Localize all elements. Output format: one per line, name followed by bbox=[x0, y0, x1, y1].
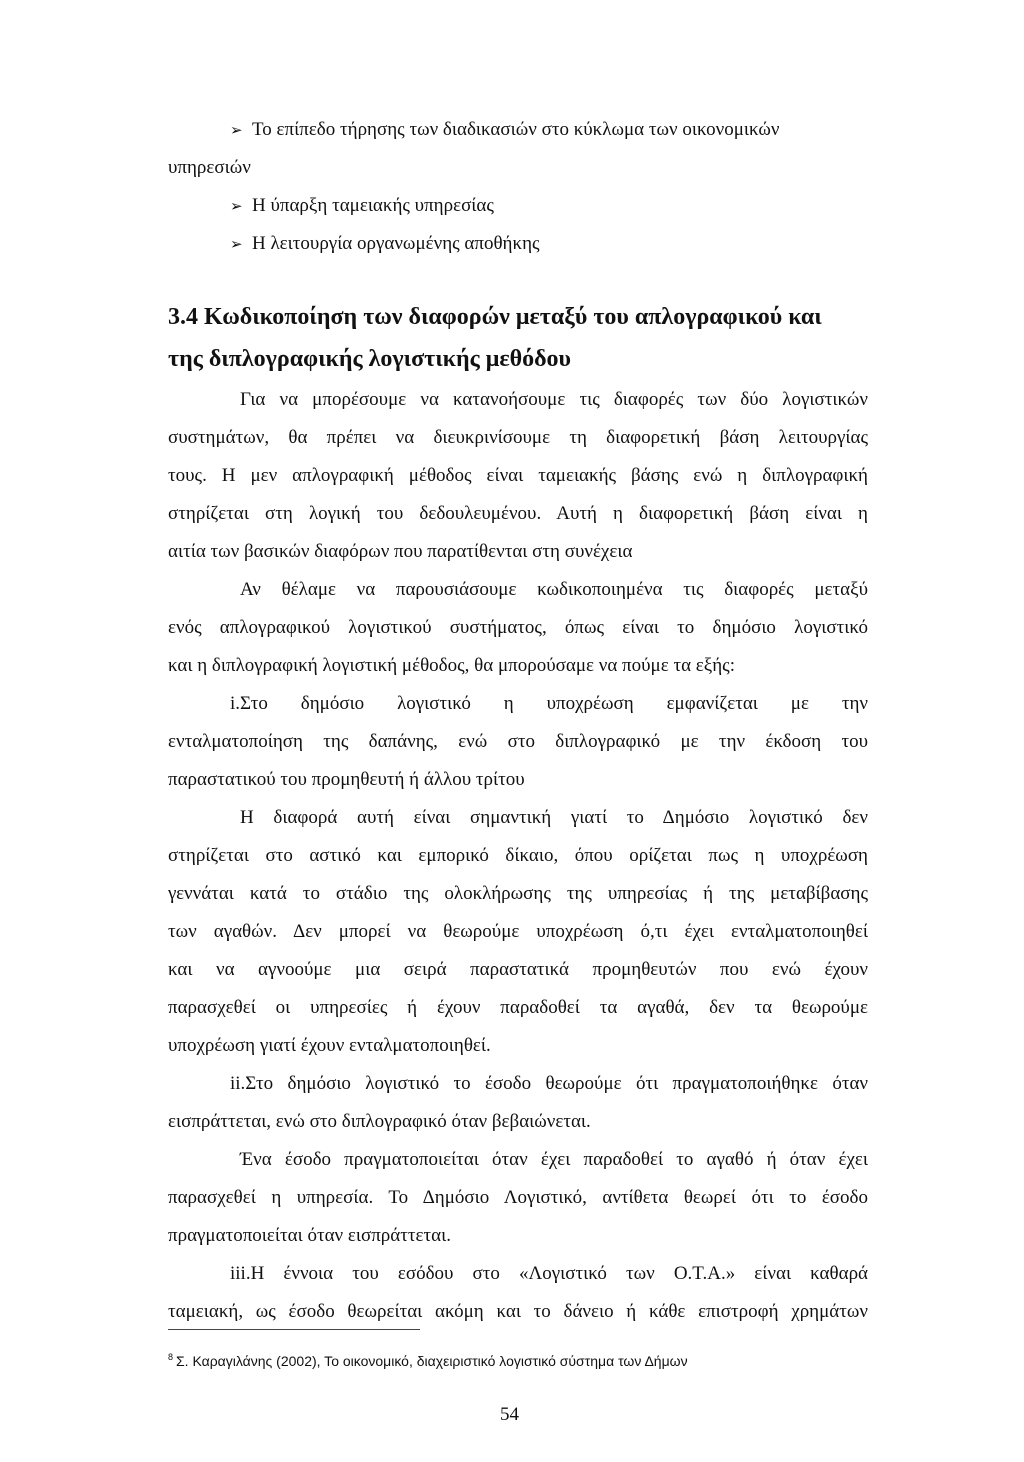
paragraph-3-line-2: ενταλματοποίηση της δαπάνης, ενώ στο διπλογραφικό με την έκδοση του bbox=[168, 731, 868, 752]
bullet-item-1 bbox=[230, 118, 780, 142]
bullet-item-2-text: Η ύπαρξη ταμειακής υπηρεσίας bbox=[252, 195, 494, 216]
paragraph-4-line-3: γεννάται κατά το στάδιο της ολοκλήρωσης της υπηρεσίας ή της μεταβίβασης bbox=[168, 883, 868, 904]
footnote bbox=[168, 1348, 688, 1370]
paragraph-5-line-2: εισπράττεται, ενώ στο διπλογραφικό όταν βεβαιώνεται. bbox=[168, 1111, 591, 1132]
paragraph-4-line-2: στηρίζεται στο αστικό και εμπορικό δίκαιο, όπου ορίζεται πως η υποχρέωση bbox=[168, 845, 868, 866]
paragraph-3-line-3: παραστατικού του προμηθευτή ή άλλου τρίτου bbox=[168, 769, 525, 790]
arrow-bullet-icon: ➢ bbox=[230, 197, 243, 215]
paragraph-1-line-5: αιτία των βασικών διαφόρων που παρατίθενται στη συνέχεια bbox=[168, 541, 633, 562]
paragraph-3-line-1: i.Στο δημόσιο λογιστικό η υποχρέωση εμφανίζεται με την bbox=[230, 693, 868, 714]
footnote-separator bbox=[168, 1329, 420, 1330]
paragraph-4-line-5: και να αγνοούμε μια σειρά παραστατικά προμηθευτών που ενώ έχουν bbox=[168, 959, 868, 980]
paragraph-7-line-2: ταμειακή, ως έσοδο θεωρείται ακόμη και το δάνειο ή κάθε επιστροφή χρημάτων bbox=[168, 1301, 868, 1322]
paragraph-5-line-1: ii.Στο δημόσιο λογιστικό το έσοδο θεωρούμε ότι πραγματοποιήθηκε όταν bbox=[230, 1073, 868, 1094]
paragraph-2-line-2: ενός απλογραφικού λογιστικού συστήματος, όπως είναι το δημόσιο λογιστικό bbox=[168, 617, 868, 638]
page-number: 54 bbox=[500, 1404, 519, 1425]
bullet-item-2 bbox=[230, 194, 494, 218]
bullet-item-1-continuation: υπηρεσιών bbox=[168, 157, 251, 178]
paragraph-2-line-3: και η διπλογραφική λογιστική μέθοδος, θα μπορούσαμε να πούμε τα εξής: bbox=[168, 655, 735, 676]
paragraph-7-line-1: iii.Η έννοια του εσόδου στο «Λογιστικό των Ο.Τ.Α.» είναι καθαρά bbox=[230, 1263, 868, 1284]
paragraph-6-line-1: Ένα έσοδο πραγματοποιείται όταν έχει παραδοθεί το αγαθό ή όταν έχει bbox=[240, 1149, 868, 1170]
footnote-marker: 8 bbox=[168, 1352, 174, 1362]
arrow-bullet-icon: ➢ bbox=[230, 235, 243, 253]
arrow-bullet-icon: ➢ bbox=[230, 121, 243, 139]
paragraph-4-line-7: υποχρέωση γιατί έχουν ενταλματοποιηθεί. bbox=[168, 1035, 491, 1056]
paragraph-1-line-4: στηρίζεται στη λογική του δεδουλευμένου. Αυτή η διαφορετική βάση είναι η bbox=[168, 503, 868, 524]
paragraph-4-line-4: των αγαθών. Δεν μπορεί να θεωρούμε υποχρέωση ό,τι έχει ενταλματοποιηθεί bbox=[168, 921, 868, 942]
paragraph-4-line-6: παρασχεθεί οι υπηρεσίες ή έχουν παραδοθεί τα αγαθά, δεν τα θεωρούμε bbox=[168, 997, 868, 1018]
bullet-item-3-text: Η λειτουργία οργανωμένης αποθήκης bbox=[252, 233, 540, 254]
paragraph-6-line-3: πραγματοποιείται όταν εισπράττεται. bbox=[168, 1225, 451, 1246]
paragraph-1-line-3: τους. Η μεν απλογραφική μέθοδος είναι ταμειακής βάσης ενώ η διπλογραφική bbox=[168, 465, 868, 486]
paragraph-4-line-1: Η διαφορά αυτή είναι σημαντική γιατί το Δημόσιο λογιστικό δεν bbox=[240, 807, 868, 828]
paragraph-1-line-1: Για να μπορέσουμε να κατανοήσουμε τις διαφορές των δύο λογιστικών bbox=[240, 389, 868, 410]
footnote-text: Σ. Καραγιλάνης (2002), Το οικονομικό, διαχειριστικό λογιστικό σύστημα των Δήμων bbox=[176, 1353, 688, 1369]
paragraph-2-line-1: Αν θέλαμε να παρουσιάσουμε κωδικοποιημένα τις διαφορές μεταξύ bbox=[240, 579, 868, 600]
paragraph-1-line-2: συστημάτων, θα πρέπει να διευκρινίσουμε τη διαφορετική βάση λειτουργίας bbox=[168, 427, 868, 448]
paragraph-6-line-2: παρασχεθεί η υπηρεσία. Το Δημόσιο Λογιστικό, αντίθετα θεωρεί ότι το έσοδο bbox=[168, 1187, 868, 1208]
bullet-item-3 bbox=[230, 232, 540, 256]
section-heading-line-2: της διπλογραφικής λογιστικής μεθόδου bbox=[168, 346, 572, 372]
bullet-item-1-text: Το επίπεδο τήρησης των διαδικασιών στο κύκλωμα των οικονομικών bbox=[252, 119, 780, 140]
section-heading-line-1: 3.4 Κωδικοποίηση των διαφορών μεταξύ του απλογραφικού και bbox=[168, 304, 822, 330]
